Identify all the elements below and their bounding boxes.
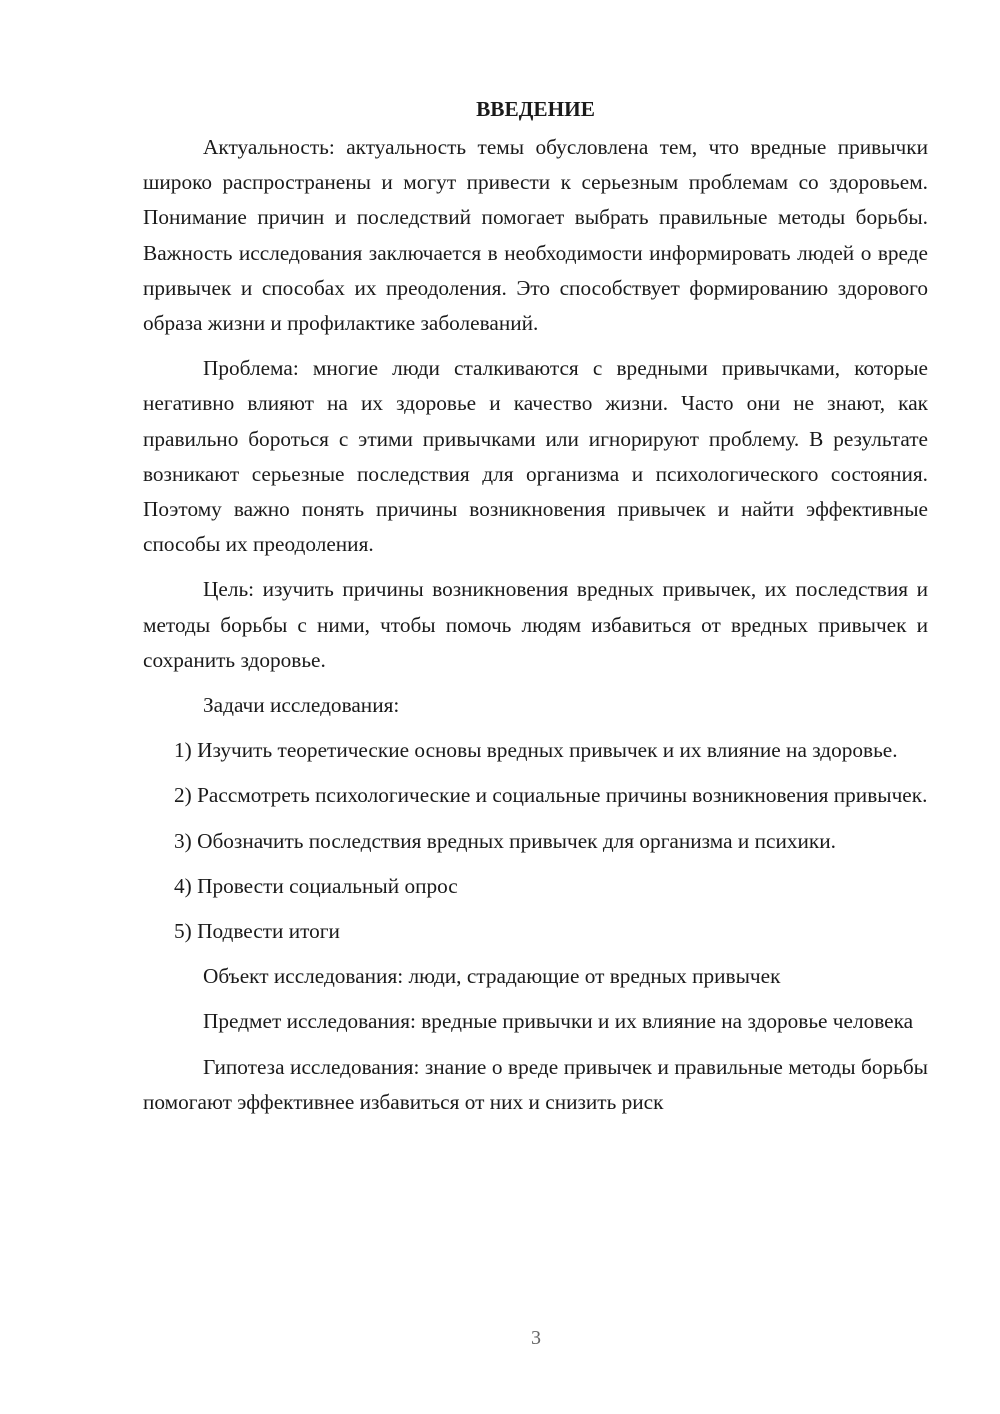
task-item-5: 5) Подвести итоги [174, 919, 340, 944]
paragraph-goal: Цель: изучить причины возникновения вредных привычек, их последствия и методы борьбы с ними, чтобы помочь людям избавиться от вредных привычек и сохранить здоровье. [143, 577, 928, 672]
tasks-heading: Задачи исследования: [203, 693, 400, 718]
paragraph-problem: Проблема: многие люди сталкиваются с вредными привычками, которые негативно влияют на их здоровье и качество жизни. Часто они не знают, как правильно бороться с этими привычками или игнорируют проблему. В результате возникают серьезные последствия для организма и психологического состояния. Поэтому важно понять причины возникновения привычек и найти эффективные способы их преодоления. [143, 356, 928, 557]
paragraph-relevance: Актуальность: актуальность темы обусловлена тем, что вредные привычки широко распространены и могут привести к серьезным проблемам со здоровьем. Понимание причин и последствий помогает выбрать правильные методы борьбы. Важность исследования заключается в необходимости информировать людей о вреде привычек и способах их преодоления. Это способствует формированию здорового образа жизни и профилактике заболеваний. [143, 135, 928, 336]
paragraph-object: Объект исследования: люди, страдающие от вредных привычек [203, 964, 781, 989]
task-item-2: 2) Рассмотреть психологические и социальные причины возникновения привычек. [174, 783, 928, 808]
task-item-4: 4) Провести социальный опрос [174, 873, 458, 898]
paragraph-hypothesis: Гипотеза исследования: знание о вреде привычек и правильные методы борьбы помогают эффективнее избавиться от них и снизить риск [143, 1054, 928, 1114]
page-number: 3 [531, 1327, 541, 1349]
document-page [143, 92, 928, 1130]
task-item-1: 1) Изучить теоретические основы вредных привычек и их влияние на здоровье. [174, 738, 898, 763]
paragraph-subject: Предмет исследования: вредные привычки и их влияние на здоровье человека [203, 1009, 914, 1034]
task-item-3: 3) Обозначить последствия вредных привычек для организма и психики. [174, 828, 836, 853]
section-title: ВВЕДЕНИЕ [476, 97, 595, 121]
